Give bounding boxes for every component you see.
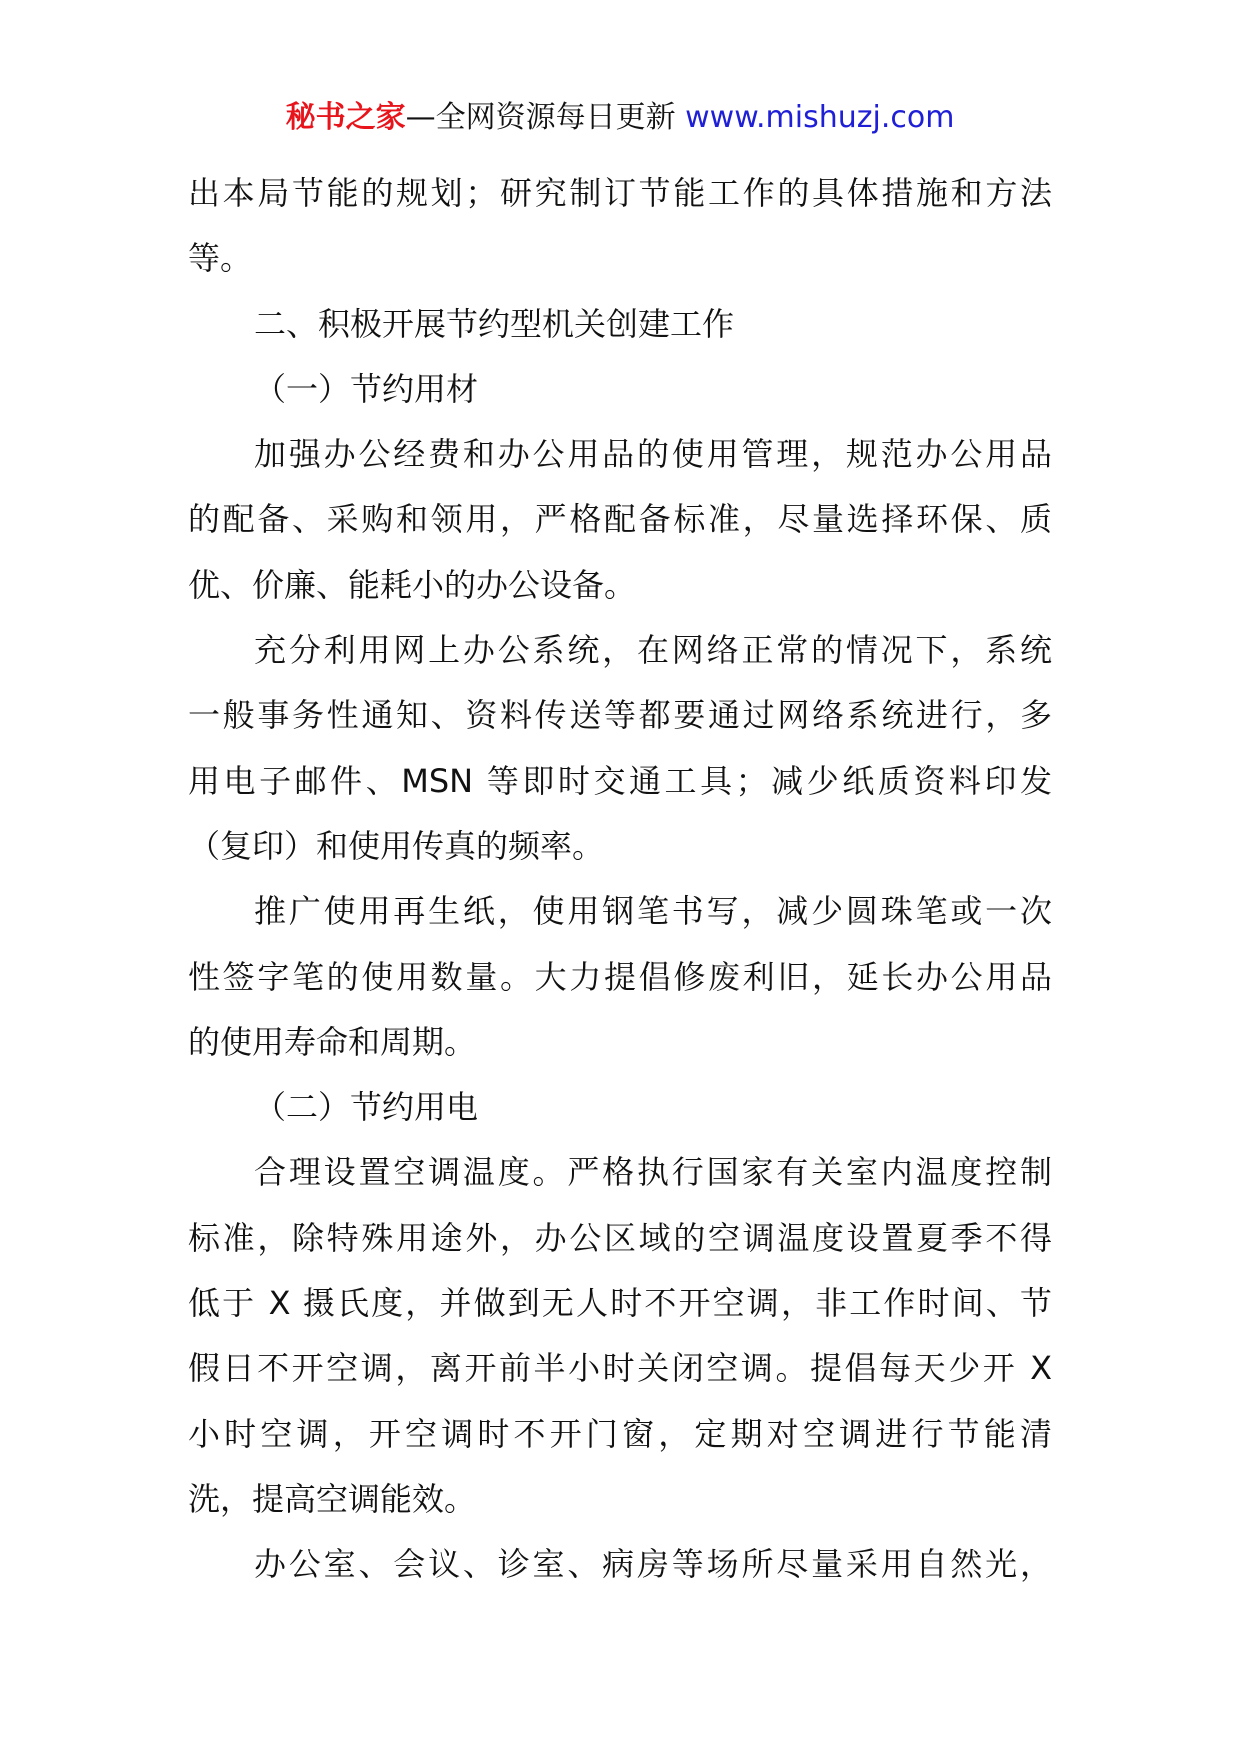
text-line: 洗，提高空调能效。 [188,1479,477,1518]
text-line: 加强办公经费和办公用品的使用管理，规范办公用品 [254,435,1052,474]
text-line: 优、价廉、能耗小的办公设备。 [188,565,637,604]
text-line: 用电子邮件、MSN 等即时交通工具；减少纸质资料印发 [188,761,1052,800]
subsection-heading: （一）节约用材 [254,369,479,408]
text-line: 低于 X 摄氏度，并做到无人时不开空调，非工作时间、节 [188,1284,1052,1323]
text-line: 推广使用再生纸，使用钢笔书写，减少圆珠笔或一次 [254,892,1052,931]
text-line: 等。 [188,239,253,278]
text-line: 性签字笔的使用数量。大力提倡修废利旧，延长办公用品 [188,957,1052,996]
site-tagline: —全网资源每日更新 [405,100,686,135]
text-line: 合理设置空调温度。严格执行国家有关室内温度控制 [254,1153,1052,1192]
page-header [0,98,1240,138]
text-line: 充分利用网上办公系统，在网络正常的情况下，系统 [254,631,1052,670]
text-line: 一般事务性通知、资料传送等都要通过网络系统进行，多 [188,696,1052,735]
text-line: 小时空调，开空调时不开门窗，定期对空调进行节能清 [188,1414,1052,1453]
text-line: 办公室、会议、诊室、病房等场所尽量采用自然光， [254,1545,1052,1584]
text-line: 出本局节能的规划；研究制订节能工作的具体措施和方法 [188,174,1052,212]
text-line: 的使用寿命和周期。 [188,1022,477,1061]
subsection-heading: （二）节约用电 [254,1088,479,1127]
site-brand: 秘书之家 [285,100,406,135]
document-body [188,161,1052,1598]
text-line: 的配备、采购和领用，严格配备标准，尽量选择环保、质 [188,500,1052,539]
text-line: 标准，除特殊用途外，办公区域的空调温度设置夏季不得 [188,1218,1052,1257]
text-line: 假日不开空调，离开前半小时关闭空调。提倡每天少开 X [188,1349,1052,1388]
section-heading: 二、积极开展节约型机关创建工作 [254,304,735,343]
text-line: （复印）和使用传真的频率。 [188,826,605,865]
site-url-link[interactable]: www.mishuzj.com [685,100,955,135]
